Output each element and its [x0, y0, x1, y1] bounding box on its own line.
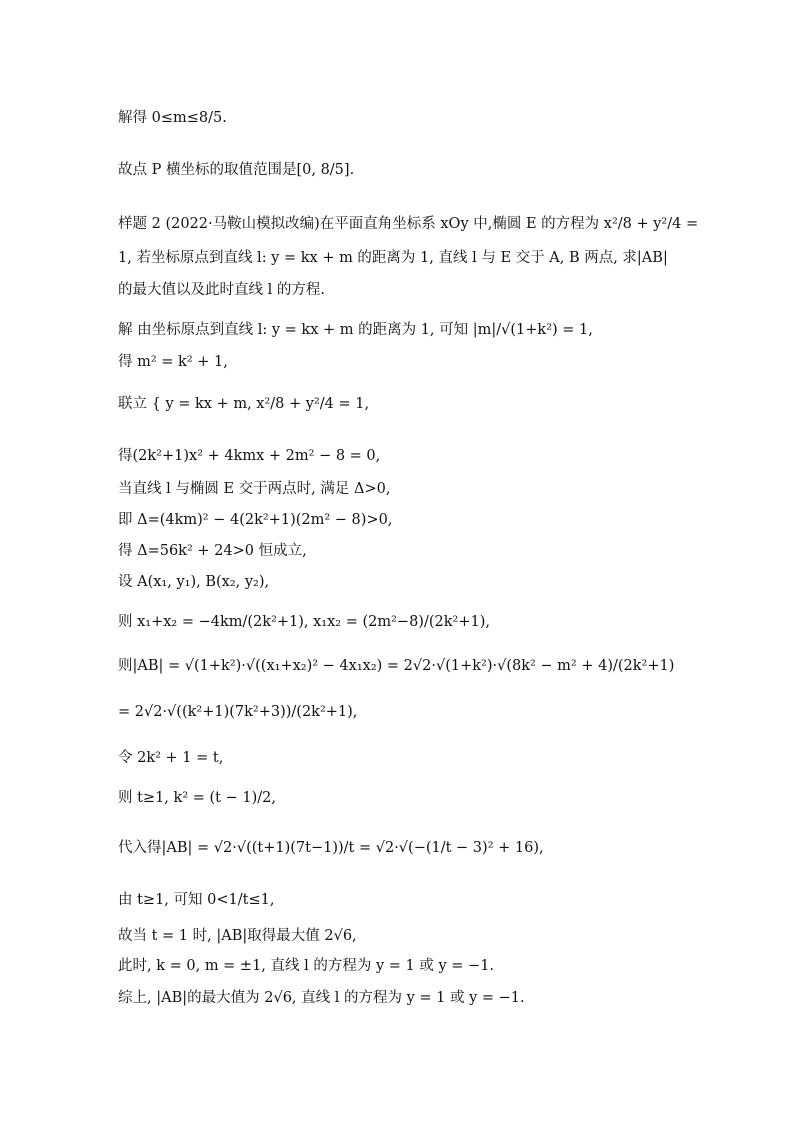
text-line: 样题 2 (2022·马鞍山模拟改编)在平面直角坐标系 xOy 中,椭圆 E 的方程为 x²/8 + y²/4 =: [118, 216, 699, 232]
text-line: 解得 0≤m≤8/5.: [118, 110, 227, 126]
text-line: 则 x₁+x₂ = −4km/(2k²+1), x₁x₂ = (2m²−8)/(2k²+1),: [118, 614, 490, 630]
solution-heading: 解 由坐标原点到直线 l: y = kx + m 的距离为 1, 可知 |m|/√(1+k²) = 1,: [118, 322, 593, 338]
text-line: 联立 { y = kx + m, x²/8 + y²/4 = 1,: [118, 396, 370, 412]
text-line: 得 Δ=56k² + 24>0 恒成立,: [118, 543, 307, 559]
text-line: 即 Δ=(4km)² − 4(2k²+1)(2m² − 8)>0,: [118, 512, 393, 528]
text-line: 则 t≥1, k² = (t − 1)/2,: [118, 790, 276, 806]
text-line: 故当 t = 1 时, |AB|取得最大值 2√6,: [118, 928, 357, 944]
text-line: 此时, k = 0, m = ±1, 直线 l 的方程为 y = 1 或 y = −1.: [118, 958, 495, 974]
text-line: = 2√2·√((k²+1)(7k²+3))/(2k²+1),: [118, 704, 358, 720]
text-line: 得 m² = k² + 1,: [118, 354, 228, 370]
text-line: 得(2k²+1)x² + 4kmx + 2m² − 8 = 0,: [118, 448, 381, 464]
text-line: 的最大值以及此时直线 l 的方程.: [118, 282, 325, 298]
text-line: 1, 若坐标原点到直线 l: y = kx + m 的距离为 1, 直线 l 与 E 交于 A, B 两点, 求|AB|: [118, 250, 668, 266]
text-line: 故点 P 横坐标的取值范围是[0, 8/5].: [118, 162, 355, 178]
text-line: 设 A(x₁, y₁), B(x₂, y₂),: [118, 574, 270, 590]
text-line: 当直线 l 与椭圆 E 交于两点时, 满足 Δ>0,: [118, 481, 391, 497]
text-line: 综上, |AB|的最大值为 2√6, 直线 l 的方程为 y = 1 或 y = −1.: [118, 990, 525, 1006]
text-line: 由 t≥1, 可知 0<1/t≤1,: [118, 892, 275, 908]
text-line: 令 2k² + 1 = t,: [118, 750, 224, 766]
text-line: 代入得|AB| = √2·√((t+1)(7t−1))/t = √2·√(−(1/t − 3)² + 16),: [118, 840, 544, 856]
text-line: 则|AB| = √(1+k²)·√((x₁+x₂)² − 4x₁x₂) = 2√2·√(1+k²)·√(8k² − m² + 4)/(2k²+1): [118, 658, 675, 674]
